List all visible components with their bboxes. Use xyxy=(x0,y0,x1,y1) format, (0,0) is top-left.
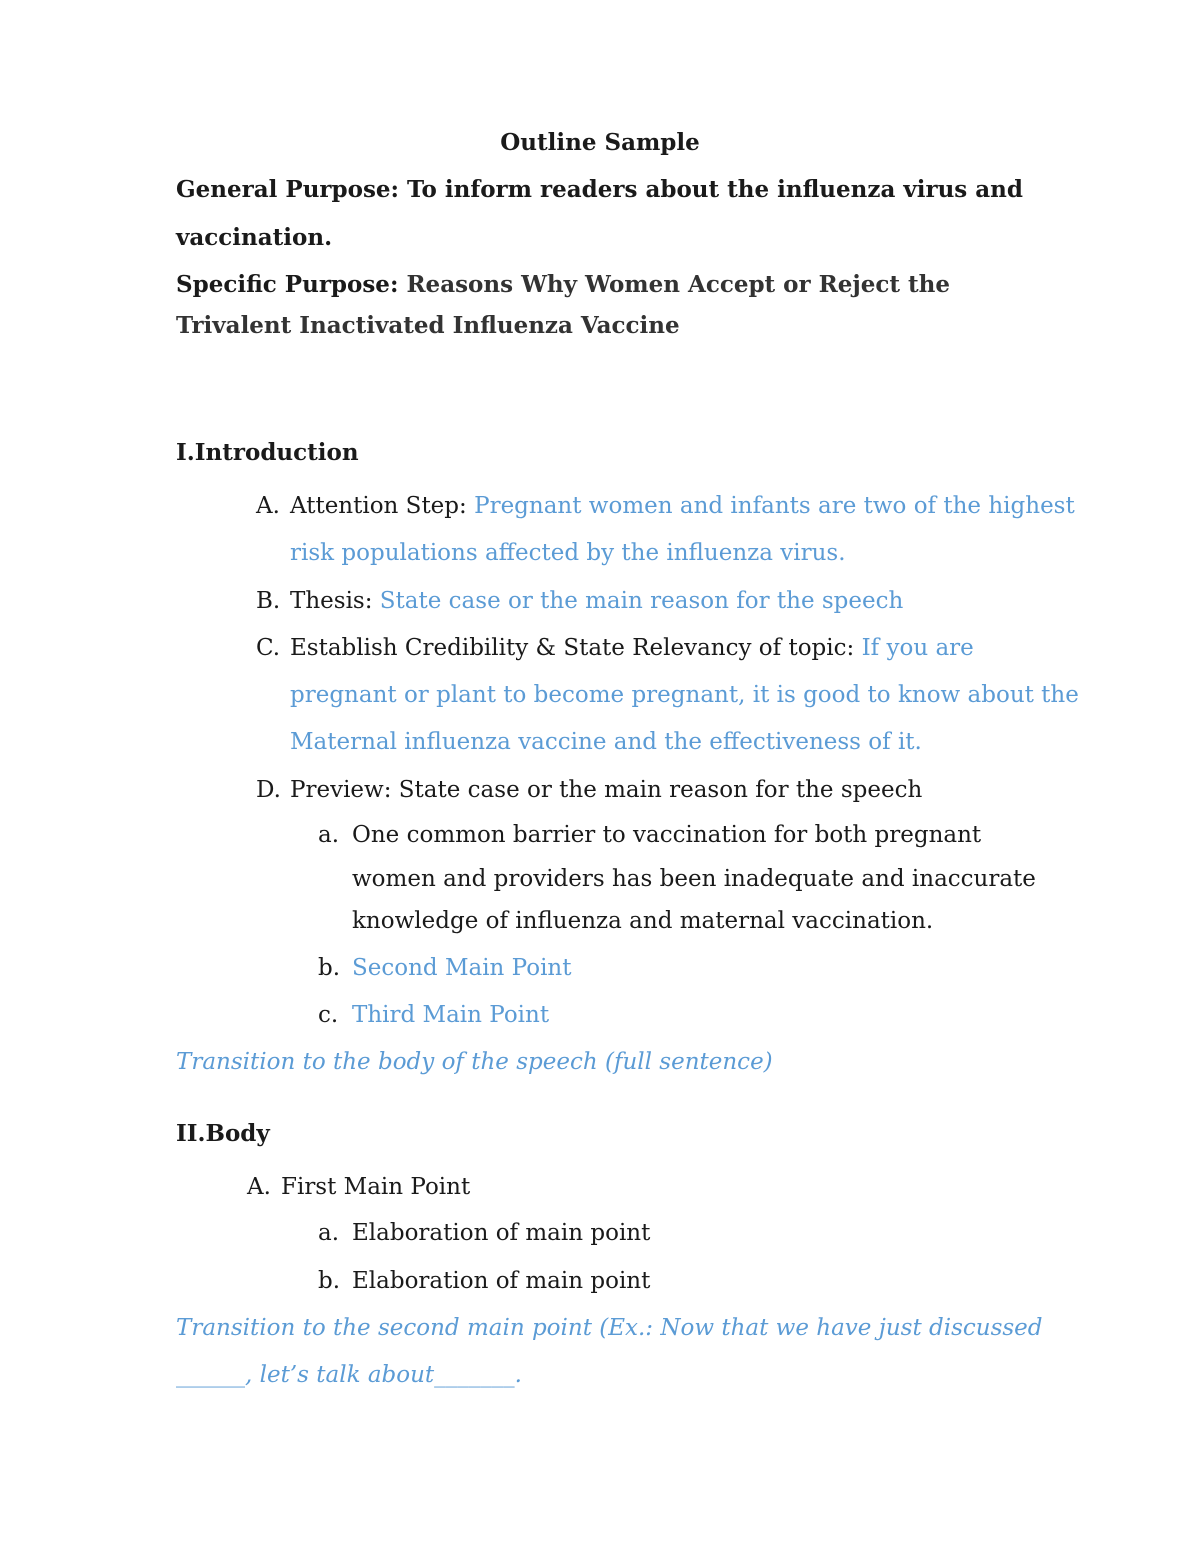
elaboration-item-a xyxy=(318,1218,650,1248)
list-marker: A. xyxy=(247,1174,271,1200)
preview-subitem-a-line-2: women and providers has been inadequate and inaccurate xyxy=(352,866,1036,892)
list-marker: A. xyxy=(256,493,280,519)
general-purpose-continued: vaccination. xyxy=(176,224,333,251)
specific-purpose-text: Reasons Why Women Accept or Reject the xyxy=(398,271,950,298)
specific-purpose xyxy=(176,270,950,300)
list-marker: B. xyxy=(256,588,281,614)
preview-subitem-a-line-3: knowledge of influenza and maternal vaccination. xyxy=(352,908,934,934)
general-purpose-text: To inform readers about the influenza virus and xyxy=(399,176,1023,203)
transition-to-second-point: Transition to the second main point (Ex.: Now that we have just discussed xyxy=(176,1315,1043,1341)
preview-subitem-c xyxy=(318,1000,549,1030)
credibility-continued-2: Maternal influenza vaccine and the effectiveness of it. xyxy=(290,729,922,755)
elaboration-item-b xyxy=(318,1266,650,1296)
attention-step-item xyxy=(256,491,1075,521)
list-marker: C. xyxy=(256,635,281,661)
specific-purpose-label: Specific Purpose: xyxy=(176,271,399,298)
general-purpose-label: General Purpose: xyxy=(176,176,400,203)
credibility-text: If you are xyxy=(854,635,974,661)
second-main-point: Second Main Point xyxy=(352,955,572,981)
thesis-text: State case or the main reason for the speech xyxy=(372,588,904,614)
transition-to-body: Transition to the body of the speech (full sentence) xyxy=(176,1049,773,1075)
credibility-label: Establish Credibility & State Relevancy of topic: xyxy=(290,635,855,661)
third-main-point: Third Main Point xyxy=(352,1002,550,1028)
preview-subitem-a xyxy=(318,820,981,850)
elaboration-text: Elaboration of main point xyxy=(352,1268,651,1294)
first-main-point-text: First Main Point xyxy=(281,1174,471,1200)
specific-purpose-continued: Trivalent Inactivated Influenza Vaccine xyxy=(176,312,680,339)
list-marker: D. xyxy=(256,777,281,803)
list-marker: a. xyxy=(318,1220,340,1246)
thesis-label: Thesis: xyxy=(290,588,373,614)
preview-text: Preview: State case or the main reason for the speech xyxy=(290,777,923,803)
attention-step-continued: risk populations affected by the influenza virus. xyxy=(290,540,846,566)
thesis-item xyxy=(256,586,903,616)
credibility-item xyxy=(256,633,974,663)
preview-subitem-b xyxy=(318,953,572,983)
document-title: Outline Sample xyxy=(500,129,700,156)
list-marker: a. xyxy=(318,822,340,848)
list-marker: c. xyxy=(318,1002,339,1028)
list-marker: b. xyxy=(318,955,341,981)
first-main-point-item xyxy=(247,1172,470,1202)
credibility-continued-1: pregnant or plant to become pregnant, it is good to know about the xyxy=(290,682,1079,708)
list-marker: b. xyxy=(318,1268,341,1294)
attention-step-text: Pregnant women and infants are two of the highest xyxy=(466,493,1075,519)
general-purpose xyxy=(176,175,1023,205)
introduction-heading: I.Introduction xyxy=(176,439,359,466)
preview-item xyxy=(256,775,922,805)
elaboration-text: Elaboration of main point xyxy=(352,1220,651,1246)
body-heading: II.Body xyxy=(176,1120,270,1147)
preview-subitem-a-line-1: One common barrier to vaccination for both pregnant xyxy=(352,822,982,848)
attention-step-label: Attention Step: xyxy=(290,493,467,519)
transition-to-second-point-continued: ______, let’s talk about_______. xyxy=(176,1362,522,1388)
